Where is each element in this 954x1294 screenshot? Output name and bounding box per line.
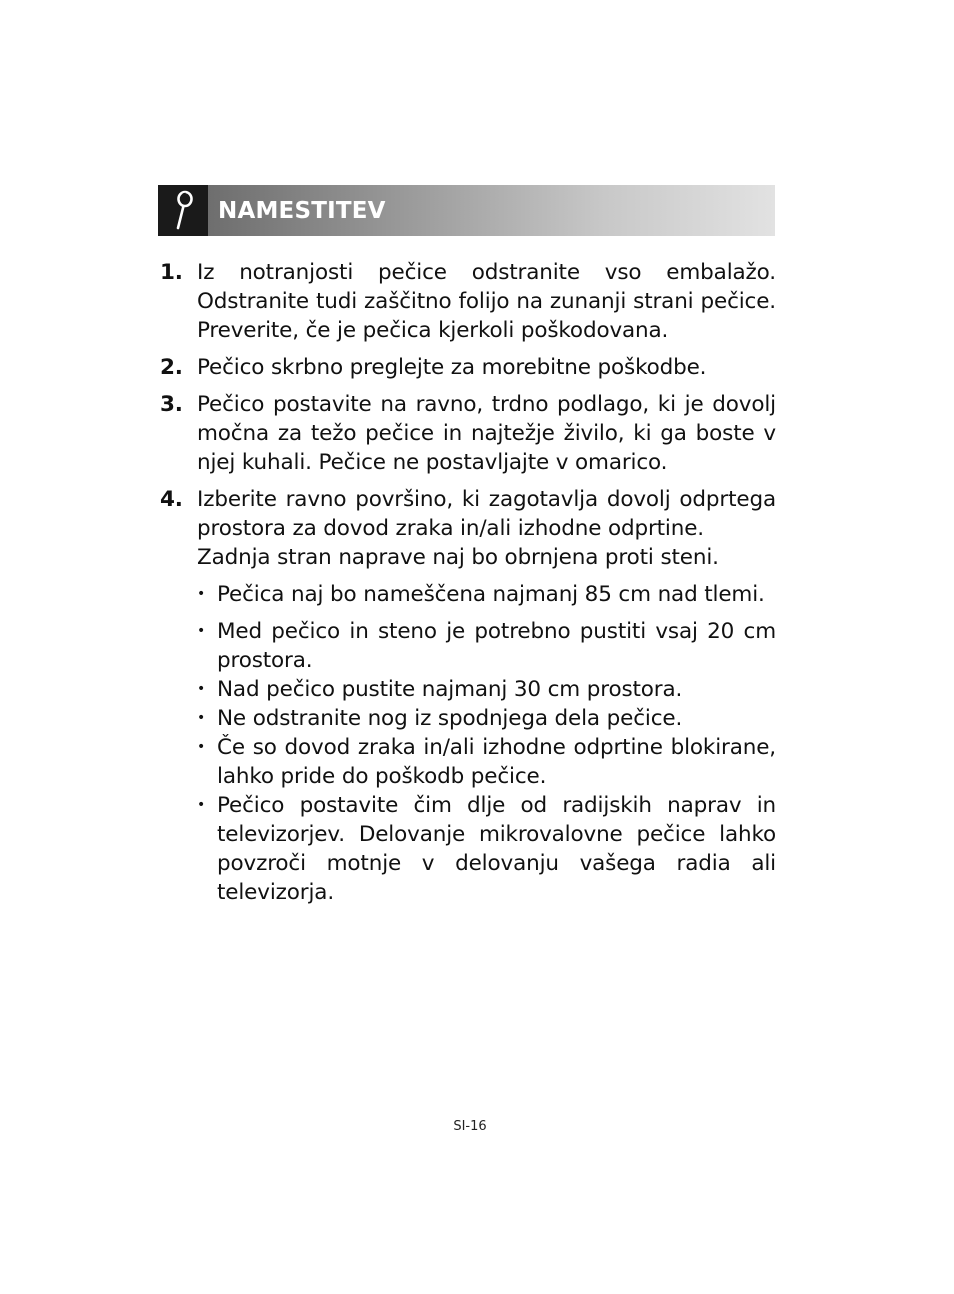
bullet-icon: • xyxy=(197,681,206,697)
bullet-item xyxy=(197,791,776,907)
list-item xyxy=(160,258,776,345)
section-icon-box xyxy=(158,185,208,236)
page-number: SI-16 xyxy=(453,1119,487,1134)
bullet-text: Pečica naj bo nameščena najmanj 85 cm nad tlemi. xyxy=(217,582,765,607)
bullet-text: Ne odstranite nog iz spodnjega dela pečice. xyxy=(217,706,683,731)
bullet-icon: • xyxy=(197,623,206,639)
item-text: Iz notranjosti pečice odstranite vso embalažo. Odstranite tudi zaščitno folijo na zunanji strani pečice. Preverite, če je pečica kjerkoli poškodovana. xyxy=(197,260,776,343)
item-number: 1. xyxy=(160,260,183,285)
bullet-icon: • xyxy=(197,586,206,602)
bullet-icon: • xyxy=(197,797,206,813)
item-text: Izberite ravno površino, ki zagotavlja dovolj odprtega prostora za dovod zraka in/ali izhodne odprtine. xyxy=(197,487,776,541)
item-body xyxy=(197,390,776,477)
list-item xyxy=(160,390,776,477)
bullet-icon: • xyxy=(197,710,206,726)
list-item xyxy=(160,353,776,382)
section-title-box xyxy=(208,185,775,236)
item-text: Pečico postavite na ravno, trdno podlago, ki je dovolj močna za težo pečice in najtežje živilo, ki ga boste v njej kuhali. Pečice ne postavljajte v omarico. xyxy=(197,392,776,475)
section-title: NAMESTITEV xyxy=(218,197,386,224)
bullet-item xyxy=(197,704,776,733)
item-number: 4. xyxy=(160,487,183,512)
item-number: 2. xyxy=(160,355,183,380)
bullet-item xyxy=(197,617,776,675)
bullet-item xyxy=(197,580,776,609)
bullet-item xyxy=(197,675,776,704)
bullet-item xyxy=(197,733,776,791)
bullet-list xyxy=(197,580,776,907)
bullet-text: Nad pečico pustite najmanj 30 cm prostora. xyxy=(217,677,683,702)
bullet-icon: • xyxy=(197,739,206,755)
bullet-text: Med pečico in steno je potrebno pustiti vsaj 20 cm prostora. xyxy=(217,619,776,673)
bullet-text: Pečico postavite čim dlje od radijskih naprav in televizorjev. Delovanje mikrovalovne pečice lahko povzroči motnje v delovanju vašega radia ali televizorja. xyxy=(217,793,776,905)
wrench-icon xyxy=(170,190,196,232)
list-item xyxy=(160,485,776,907)
item-body xyxy=(197,353,776,382)
instruction-list xyxy=(160,258,776,915)
item-body xyxy=(197,258,776,345)
bullet-text: Če so dovod zraka in/ali izhodne odprtine blokirane, lahko pride do poškodb pečice. xyxy=(217,735,776,789)
section-header xyxy=(158,185,775,236)
item-text: Pečico skrbno preglejte za morebitne poškodbe. xyxy=(197,355,707,380)
item-text: Zadnja stran naprave naj bo obrnjena proti steni. xyxy=(197,545,719,570)
item-body xyxy=(197,485,776,907)
item-number: 3. xyxy=(160,392,183,417)
